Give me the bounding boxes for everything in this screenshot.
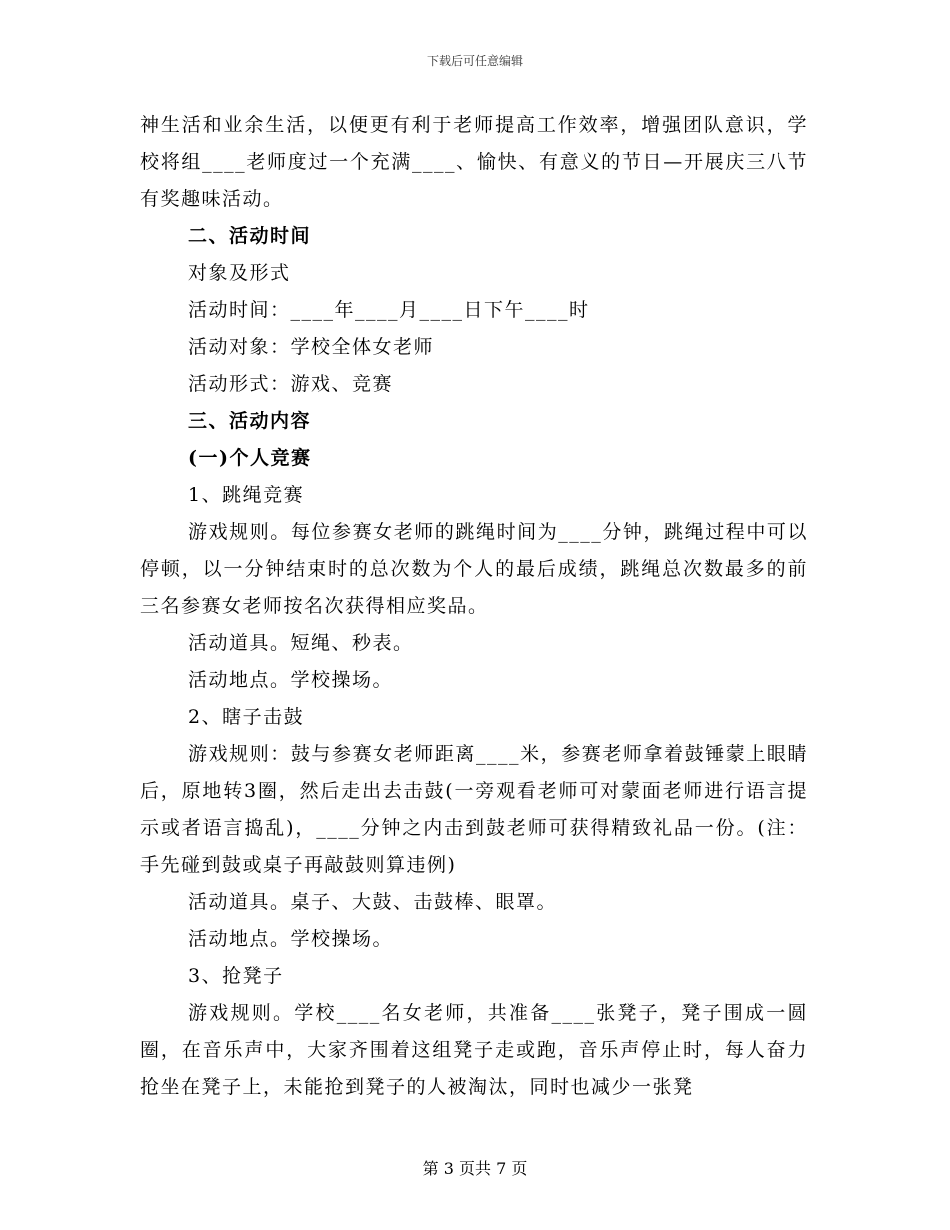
paragraph: 活动道具。短绳、秒表。 bbox=[188, 632, 414, 654]
paragraph: 3、抢凳子 bbox=[188, 965, 284, 987]
paragraph: 游戏规则。学校____名女老师，共准备____张凳子，凳子围成一圆圈，在音乐声中，大家齐围着这组凳子走或跑，音乐声停止时，每人奋力抢坐在凳子上，未能抢到凳子的人被淘汰，同时也减少一张凳 bbox=[140, 1002, 808, 1098]
paragraph: 游戏规则：鼓与参赛女老师距离____米，参赛老师拿着鼓锤蒙上眼睛后，原地转3圈，然后走出去击鼓(一旁观看老师可对蒙面老师进行语言提示或者语言捣乱)，____分钟之内击到鼓老师可获得精致礼品一份。(注：手先碰到鼓或桌子再敲鼓则算违例) bbox=[140, 743, 808, 876]
paragraph: 神生活和业余生活，以便更有利于老师提高工作效率，增强团队意识，学校将组____老师度过一个充满____、愉快、有意义的节日—开展庆三八节有奖趣味活动。 bbox=[140, 114, 808, 210]
page-header: 下载后可任意编辑 bbox=[426, 54, 523, 68]
paragraph: 活动道具。桌子、大鼓、击鼓棒、眼罩。 bbox=[188, 891, 558, 913]
paragraph: 活动时间：____年____月____日下午____时 bbox=[188, 299, 590, 321]
paragraph: 活动形式：游戏、竞赛 bbox=[188, 373, 394, 395]
paragraph: 活动地点。学校操场。 bbox=[188, 928, 394, 950]
paragraph: 1、跳绳竞赛 bbox=[188, 484, 305, 506]
section-heading: 三、活动内容 bbox=[188, 410, 312, 432]
paragraph: 游戏规则。每位参赛女老师的跳绳时间为____分钟，跳绳过程中可以停顿，以一分钟结束时的总次数为个人的最后成绩，跳绳总次数最多的前三名参赛女老师按名次获得相应奖品。 bbox=[140, 521, 808, 617]
paragraph: 活动地点。学校操场。 bbox=[188, 669, 394, 691]
section-heading: (一)个人竞赛 bbox=[188, 447, 312, 469]
paragraph: 活动对象：学校全体女老师 bbox=[188, 336, 435, 358]
paragraph: 2、瞎子击鼓 bbox=[188, 706, 305, 728]
page-footer: 第 3 页共 7 页 bbox=[422, 1159, 528, 1178]
paragraph: 对象及形式 bbox=[188, 262, 291, 284]
document-body bbox=[140, 107, 808, 1106]
section-heading: 二、活动时间 bbox=[188, 225, 312, 247]
